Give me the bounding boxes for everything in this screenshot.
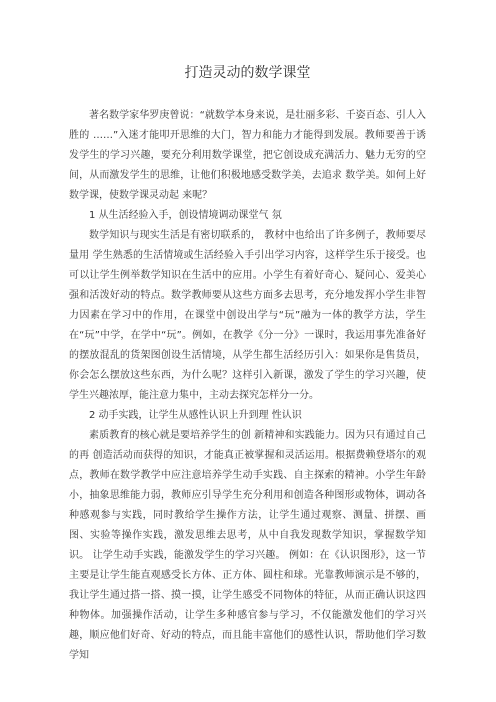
section-heading-2: 2 动手实践，让学生从感性认识上升到理 性认识	[89, 410, 302, 421]
section-paragraph-1: 数学知识与现实生活是有密切联系的， 教材中也给出了许多例子，教师要尽量用 学生熟悉的生活情境或生活经验入手引出学习内容，这样学生乐于接受。也可以让学生例举数学知识在生活中的应用。小学生有着好奇心、疑问心、爱美心强和活泼好动的特点。数学教师要从这些方面多去思考，充分地发挥小学生非智力因素在学习中的作用，在课堂中创设出学与“玩”融为一体的教学方法，学生在“玩”中学，在学中“玩”。例如，在教学《分一分》一课时，我运用事先准备好的摆放混乱的货架图创设生活情境，从学生都生活经历引入：如果你是售货员，你会怎么摆放这些东西，为什么呢？这样引入新课，激发了学生的学习兴趣，使学生兴趣浓厚，能注意力集中，主动去探究怎样分一分。	[69, 230, 426, 401]
section-paragraph-2: 素质教育的核心就是要培养学生的创 新精神和实践能力。因为只有通过自己的再 创造活动而获得的知识，才能真正被掌握和灵活运用。根据费赖登塔尔的观点，教师在数学教学中应注意培养学生动手实践、自主探索的精神。小学生年龄小，抽象思维能力弱，教师应引导学生充分利用和创造各种图形或物体，调动各种感观参与实践，同时教给学生操作方法，让学生通过观察、测量、拼摆、画图、实验等操作实践，激发思维去思考，从中自我发现数学知识，掌握数学知识。 让学生动手实践，能激发学生的学习兴趣。 例如：在《认识图形》，这一节主要是让学生能直观感受长方体、正方体、圆柱和球。光靠教师演示是不够的，我让学生通过搭一搭、摸一摸，让学生感受不同物体的特征，从而正确认识这四种物体。加强操作活动，让学生多种感官参与学习，不仅能激发他们的学习兴趣，顺应他们好奇、好动的特点，而且能丰富他们的感性认识，帮助他们学习数学知	[69, 430, 426, 661]
document-title: 打造灵动的数学课堂	[184, 65, 311, 81]
intro-paragraph: 著名数学家华罗庚曾说：“就数学本身来说，是壮丽多彩、千姿百态、引人入胜的 ……”入迷才能叩开思维的大门，智力和能力才能得到发展。教师要善于诱发学生的学习兴趣，要充分利用数学课堂，把它创设成充满活力、魅力无穷的空间，从而激发学生的思维，让他们积极地感受数学美，去追求 数学美。如何上好数学课，使数学课灵动起 来呢？	[69, 110, 426, 201]
section-heading-1: 1 从生活经验入手，创设情境调动课堂气 氛	[89, 210, 282, 221]
